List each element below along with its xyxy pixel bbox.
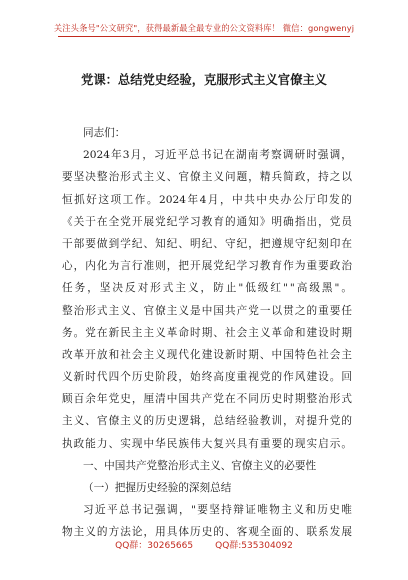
body-line: 干 部 要 做 到 学 纪 、 知 纪 、 明 纪 、 守 纪 ， 把 遵 规 守 纪 刻 印 在	[62, 237, 352, 250]
body-line: 物 主 义 的 方 法 论 ， 用 具 体 历 史 的 、 客 观 全 面 的 、 联 系 发 展	[62, 526, 352, 539]
body-line: 《 关 于 在 全 党 开 展 党 纪 学 习 教 育 的 通 知 》 明 确 指 出 ， 党 员	[62, 215, 352, 228]
section-heading: 一、中国共产党整治形式主义、官僚主义的必要性	[83, 459, 317, 472]
body-line: 务 。 党 在 新 民 主 主 义 革 命 时 期 、 社 会 主 义 革 命 和 建 设 时 期	[62, 326, 352, 339]
body-line: 改 革 开 放 和 社 会 主 义 现 代 化 建 设 新 时 期 、 中 国 特 色 社 会 主	[62, 348, 352, 361]
body-line: 任 务 ， 坚 决 反 对 形 式 主 义 ， 防 止 " 低 级 红 " " 高 级 黑 " 。	[62, 282, 352, 295]
footer-qq-group-1: QQ群：30265665	[115, 541, 194, 551]
header-divider	[58, 36, 350, 37]
subsection-heading: （一）把握历史经验的深刻总结	[83, 482, 232, 494]
body-line: 恒 抓 好 这 项 工 作 。 2024 年 4 月 ， 中 共 中 央 办 公 厅 印 发 的	[62, 193, 352, 206]
body-line: 习 近 平 总 书 记 强 调 ， " 要 坚 持 辩 证 唯 物 主 义 和 历 史 唯	[83, 504, 352, 517]
body-line: 心 ， 内 化 为 言 行 准 则 ， 把 开 展 党 纪 学 习 教 育 作 为 重 要 政 治	[62, 260, 352, 273]
footer-qq-group-2: QQ群:535304092	[215, 541, 293, 551]
document-body	[62, 122, 352, 544]
body-line: 要 坚 决 整 治 形 式 主 义 、 官 僚 主 义 问 题 ， 精 兵 简 政 ， 持 之 以	[62, 171, 352, 184]
header-banner: 关注头条号"公文研究"，获得最新最全最专业的公文资料库！ 微信：gongwenyj	[53, 23, 355, 33]
body-line: 执 政 能 力 、 实 现 中 华 民 族 伟 大 复 兴 具 有 重 要 的 现 实 启 示 。	[62, 437, 352, 450]
footer-qq-groups	[0, 538, 408, 551]
document-title: 党课：总结党史经验，克服形式主义官僚主义	[81, 72, 327, 87]
body-line: 2024 年 3 月 ， 习 近 平 总 书 记 在 湖 南 考 察 调 研 时 强 调 ，	[83, 149, 352, 162]
body-line: 整 治 形 式 主 义 、 官 僚 主 义 是 中 国 共 产 党 一 以 贯 之 的 重 要 任	[62, 304, 352, 317]
body-line: 主 义 、 官 僚 主 义 的 历 史 逻 辑 ， 总 结 经 验 教 训 ， 对 提 升 党 的	[62, 415, 352, 428]
body-line: 顾 百 余 年 党 史 ， 厘 清 中 国 共 产 党 在 不 同 历 史 时 期 整 治 形 式	[62, 393, 352, 406]
salutation-line: 同志们：	[83, 127, 126, 139]
body-line: 义 新 时 代 四 个 历 史 阶 段 ， 始 终 高 度 重 视 党 的 作 风 建 设 。 回	[62, 371, 352, 384]
